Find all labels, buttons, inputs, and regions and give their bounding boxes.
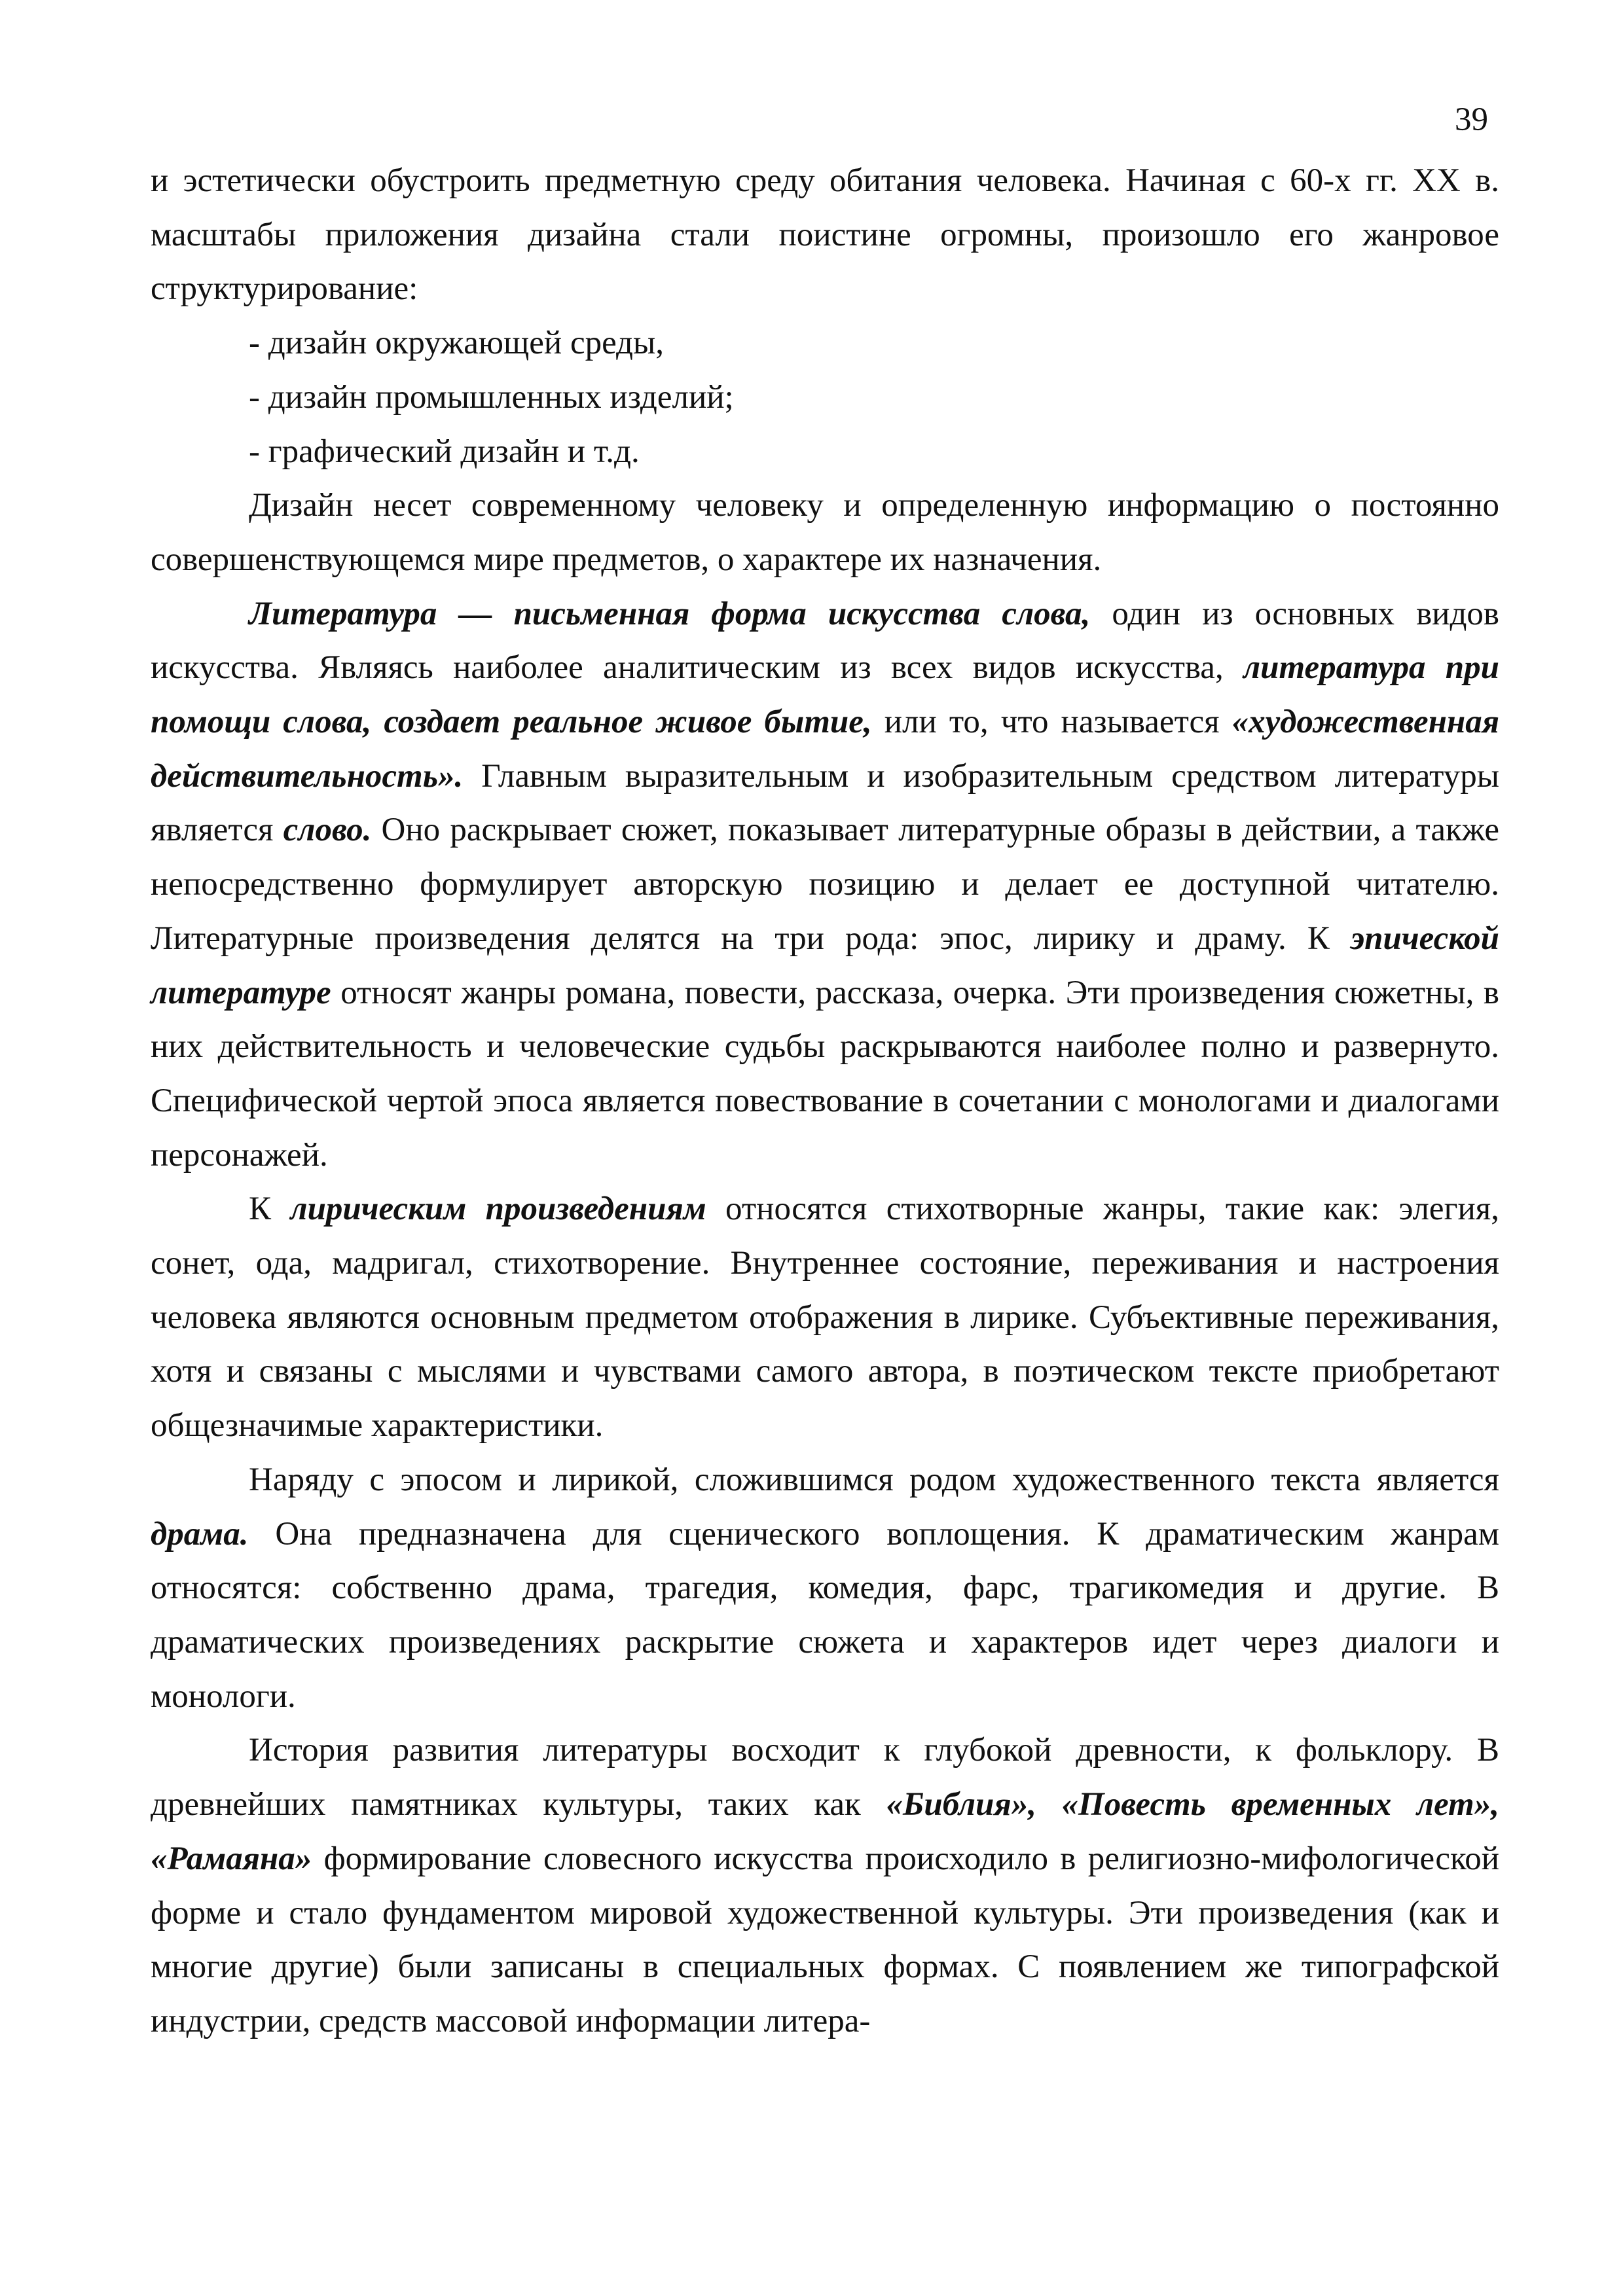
emphasis-text: создает реальное живое бытие, — [384, 704, 872, 741]
emphasis-text: литература при помощи слова, — [151, 649, 1499, 741]
list-item — [151, 316, 1499, 370]
text-run: или то, что называется — [871, 704, 1232, 741]
text-run: Оно раскрывает сюжет, показывает литературные образы в действии, а также непосредственно формулирует авторскую позицию и делает ее доступной читателю. Литературные произведения делятся на три рода: эпос, лирику и драму. К — [151, 812, 1499, 957]
text-run: формирование словесного искусства происходило в религиозно-мифологической форме и стало фундаментом мировой художественной культуры. Эти произведения (как и многие другие) были записаны в специальных формах. С появлением же типографской индустрии, средств массовой информации литера- — [151, 1840, 1499, 2039]
emphasis-text: слово. — [283, 812, 372, 849]
list-item — [151, 370, 1499, 425]
document-body — [151, 154, 1499, 2049]
text-run: История развития литературы восходит к глубокой древности, к фольклору. В древнейших памятниках культуры, таких как — [151, 1732, 1499, 1823]
text-run: К — [249, 1191, 291, 1228]
text-run: относят жанры романа, повести, рассказа, очерка. Эти произведения сюжетны, в них действительность и человеческие судьбы раскрываются наиболее полно и развернуто. Специфической чертой эпоса является повествование в сочетании с монологами и диалогами персонажей. — [151, 974, 1499, 1174]
text-run: относятся стихотворные жанры, такие как: элегия, сонет, ода, мадригал, стихотворение. Внутреннее состояние, переживания и настроения человека являются основным предметом отображения в лирике. Субъективные переживания, хотя и связаны с мыслями и чувствами самого автора, в поэтическом тексте приобретают общезначимые характеристики. — [151, 1191, 1499, 1444]
text-run: и эстетически обустроить предметную среду обитания человека. Начиная с 60-х гг. XX в. масштабы приложения дизайна стали поистине огромны, произошло его жанровое структурирование: — [151, 162, 1499, 308]
text-run — [371, 704, 384, 740]
emphasis-text: «художественная действительность». — [151, 704, 1500, 795]
emphasis-text: Литература — письменная форма искусства слова, — [249, 595, 1091, 632]
emphasis-text: эпической литературе — [151, 920, 1499, 1011]
list-item — [151, 425, 1499, 479]
emphasis-text: лирическим произведениям — [290, 1191, 706, 1228]
emphasis-text: «Библия», «Повесть временных лет», «Рамаяна» — [151, 1786, 1499, 1877]
paragraph — [151, 1182, 1499, 1453]
emphasis-text: драма. — [151, 1515, 249, 1552]
page-number: 39 — [1455, 101, 1488, 138]
text-run: Она предназначена для сценического воплощения. К драматическим жанрам относятся: собственно драма, трагедия, комедия, фарс, трагикомедия и другие. В драматических произведениях раскрытие сюжета и характеров идет через диалоги и монологи. — [151, 1515, 1499, 1715]
text-run: Дизайн несет современному человеку и определенную информацию о постоянно совершенствующемся мире предметов, о характере их назначения. — [151, 487, 1499, 578]
text-run: - дизайн промышленных изделий; — [249, 378, 734, 416]
paragraph — [151, 587, 1499, 1183]
text-run: Наряду с эпосом и лирикой, сложившимся родом художественного текста является — [249, 1461, 1499, 1498]
paragraph — [151, 1723, 1499, 2048]
text-run: Главным выразительным и изобразительным средством литературы является — [151, 757, 1499, 849]
text-run: - графический дизайн и т.д. — [249, 433, 640, 470]
paragraph — [151, 1453, 1499, 1724]
paragraph — [151, 478, 1499, 586]
paragraph — [151, 154, 1499, 316]
text-run: один из основных видов искусства. Являясь наиболее аналитическим из всех видов искусства, — [151, 595, 1499, 687]
text-run: - дизайн окружающей среды, — [249, 325, 665, 362]
